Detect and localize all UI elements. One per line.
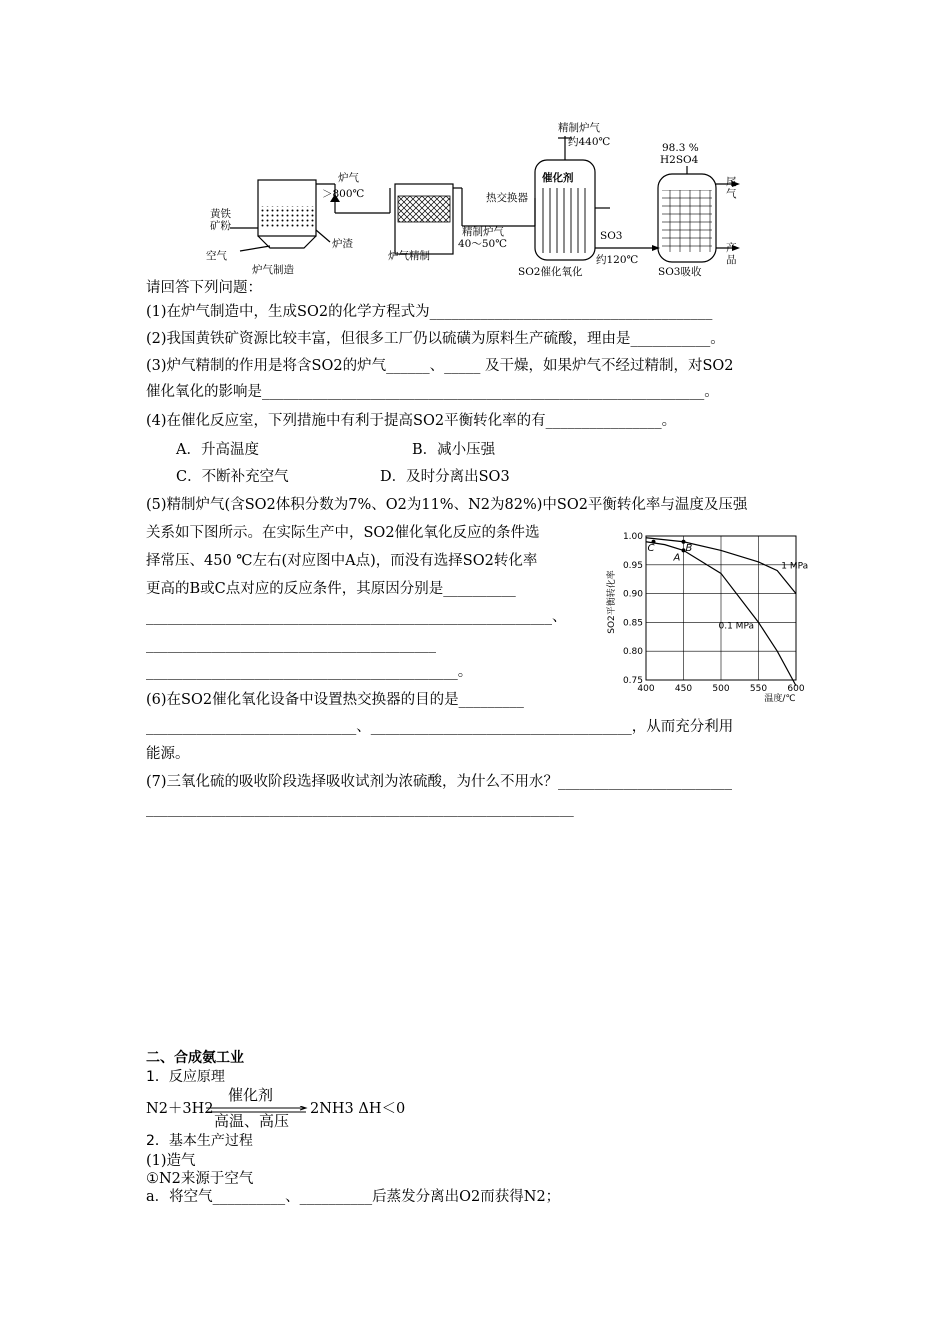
product-label: 产品	[726, 242, 737, 266]
question-6b: _____________________________、____________________________________，从而充分利用	[146, 719, 734, 735]
point-label: A	[673, 552, 681, 564]
point-label: C	[647, 542, 655, 554]
question-5a: (5)精制炉气(含SO2体积分数为7%、O2为11%、N2为82%)中SO2平衡转化率与温度及压强	[146, 497, 748, 513]
question-3a: (3)炉气精制的作用是将含SO2的炉气______、_____ 及干燥，如果炉气不经过精制，对SO2	[146, 358, 734, 374]
section-2-sub-1: (1)造气	[146, 1153, 196, 1169]
catalytic-stage-label: SO2催化氧化	[518, 266, 583, 278]
temp120-label: 约120℃	[596, 254, 639, 266]
y-tick-label: 0.85	[622, 618, 643, 629]
section-2-sub-3: a．将空气__________、__________后蒸发分离出O2而获得N2；	[146, 1189, 561, 1205]
section-2-item-1: 1．反应原理	[146, 1069, 225, 1085]
equation-arrow	[206, 1086, 310, 1130]
intro-text: 请回答下列问题：	[146, 280, 262, 296]
furnace-gas-label: 炉气	[338, 172, 359, 184]
option-b: B．减小压强	[412, 442, 496, 458]
section-2-sub-2: ①N2来源于空气	[146, 1171, 254, 1187]
tail-gas-label: 尾气	[726, 176, 737, 200]
absorb-stage-label: SO3吸收	[658, 266, 702, 278]
question-7b: ___________________________________________________________	[146, 801, 574, 817]
heat-exchanger-label: 热交换器	[486, 192, 528, 204]
y-tick-label: 1.00	[622, 532, 643, 542]
arrow-right-icon	[652, 245, 660, 251]
question-7a: (7)三氧化硫的吸收阶段选择吸收试剂为浓硫酸，为什么不用水？________________________	[146, 774, 733, 790]
question-5e: ________________________________________________________、	[146, 609, 567, 625]
question-4: (4)在催化反应室，下列措施中有利于提高SO2平衡转化率的有________________。	[146, 413, 677, 429]
conversion-chart-svg	[600, 526, 812, 702]
temp-in-label: 40～50℃	[458, 238, 507, 250]
x-tick-label: 550	[749, 684, 768, 694]
acid-label: 98.3 %	[662, 142, 699, 154]
x-axis-label: 温度/℃	[764, 694, 796, 702]
acid2-label: H2SO4	[660, 154, 699, 166]
option-d: D．及时分离出SO3	[380, 469, 510, 485]
question-2: (2)我国黄铁矿资源比较丰富，但很多工厂仍以硫磺为原料生产硫酸，理由是___________。	[146, 331, 725, 347]
option-c: C．不断补充空气	[176, 469, 289, 485]
equation-condition-top: 催化剂	[228, 1086, 274, 1104]
temp800-label: ＞800℃	[322, 188, 365, 200]
y-axis-label: SO2平衡转化率	[607, 570, 617, 634]
option-a: A．升高温度	[176, 442, 259, 458]
x-tick-label: 500	[712, 684, 730, 694]
equation-left: N2＋3H2	[146, 1101, 214, 1117]
question-1: (1)在炉气制造中，生成SO2的化学方程式为_______________________________________	[146, 304, 713, 320]
series-label: 0.1 MPa	[718, 621, 754, 632]
equation-right: 2NH3 ΔH＜0	[310, 1101, 406, 1117]
y-tick-label: 0.75	[622, 676, 643, 686]
section-2-item-2: 2．基本生产过程	[146, 1133, 253, 1149]
conversion-chart	[600, 526, 812, 702]
y-tick-label: 0.90	[622, 589, 643, 600]
x-tick-label: 450	[674, 684, 693, 694]
question-5b: 关系如下图所示。在实际生产中，SO2催化氧化反应的条件选	[146, 525, 540, 541]
question-6a: (6)在SO2催化氧化设备中设置热交换器的目的是_________	[146, 692, 524, 708]
point-label: B	[685, 542, 693, 554]
catalyst-label: 催化剂	[542, 172, 574, 184]
slag-label: 炉渣	[332, 238, 353, 250]
refined-gas-in-label: 精制炉气	[462, 226, 504, 238]
y-tick-label: 0.95	[622, 560, 643, 571]
air-label: 空气	[206, 250, 227, 262]
series-label: 1 MPa	[781, 561, 809, 572]
so3-label: SO3	[600, 230, 623, 242]
refine-stage-label: 炉气精制	[388, 250, 430, 262]
furnace-stage-label: 炉气制造	[252, 264, 294, 276]
question-5f: ________________________________________	[146, 637, 436, 653]
question-5g: ___________________________________________。	[146, 664, 473, 680]
question-6c: 能源。	[146, 746, 190, 762]
x-tick-label: 400	[637, 684, 655, 694]
equation-condition-bottom: 高温、高压	[214, 1112, 290, 1130]
refined-gas-top-label: 精制炉气	[558, 122, 600, 134]
section-2-heading: 二、合成氨工业	[146, 1050, 244, 1066]
pyrite-label: 黄铁矿粉	[210, 208, 231, 232]
question-5c: 择常压、450 ℃左右(对应图中A点)，而没有选择SO2转化率	[146, 553, 538, 569]
temp440-label: 约440℃	[568, 136, 611, 148]
question-5d: 更高的B或C点对应的反应条件，其原因分别是__________	[146, 581, 516, 597]
x-tick-label: 600	[787, 684, 805, 694]
y-tick-label: 0.80	[622, 647, 643, 658]
process-diagram	[200, 118, 760, 283]
question-3b: 催化氧化的影响是_____________________________________________________________。	[146, 384, 719, 400]
